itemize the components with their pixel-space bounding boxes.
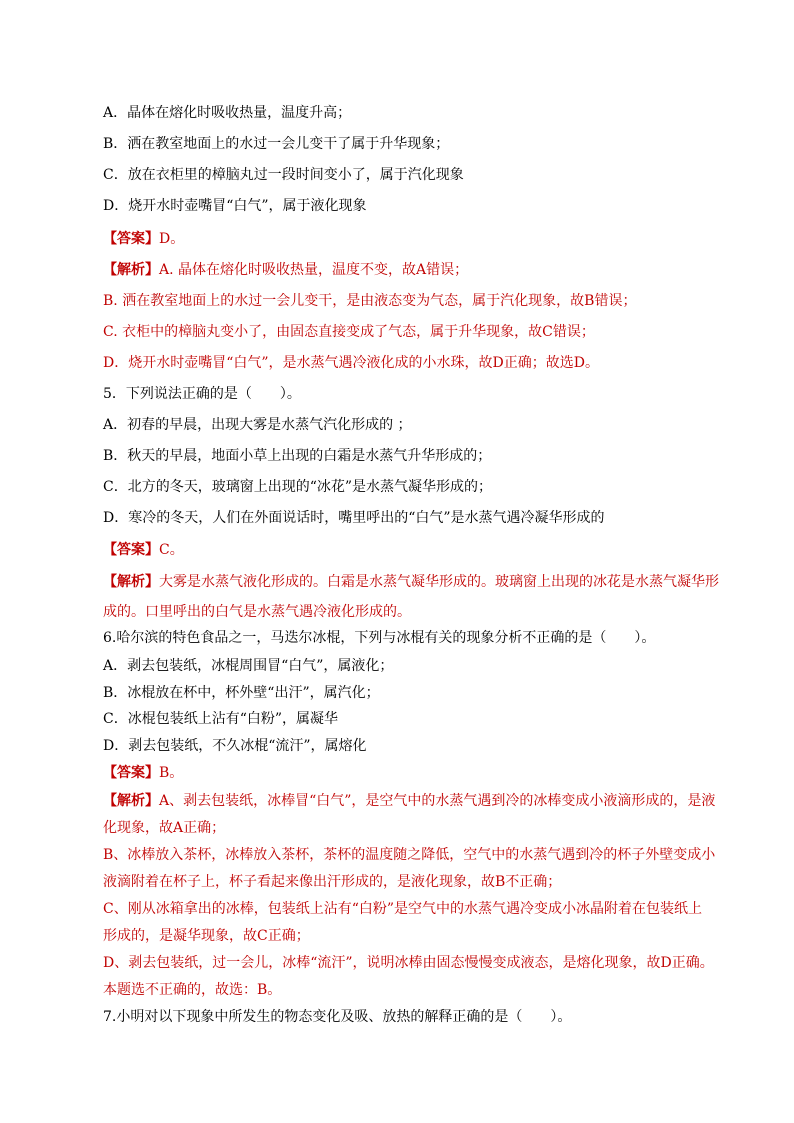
answer-value: B。 (159, 765, 184, 781)
q6-analysis-line-7: D、剥去包装纸，过一会儿，冰棒“流汗”，说明冰棒由固态慢慢变成液态，是熔化现象，故D正确。 (103, 955, 714, 971)
q6-conclusion: 本题选不正确的，故选：B。 (103, 982, 282, 998)
q5-option-b: B．秋天的早晨，地面小草上出现的白霜是水蒸气升华形成的； (103, 448, 492, 464)
analysis-label: 【解析】 (103, 574, 159, 590)
analysis-text: A. 晶体在熔化时吸收热量，温度不变，故A错误； (159, 262, 469, 278)
q6-stem: 6.哈尔滨的特色食品之一，马迭尔冰棍，下列与冰棍有关的现象分析不正确的是（ ）。 (103, 630, 656, 646)
q6-option-b: B．冰棍放在杯中，杯外壁“出汗”，属汽化； (103, 685, 380, 701)
q4-answer (103, 229, 184, 249)
analysis-text: A、剥去包装纸，冰棒冒“白气”，是空气中的水蒸气遇到冷的冰棒变成小液滴形成的，是液 (159, 793, 716, 809)
q5-option-d: D．寒冷的冬天，人们在外面说话时，嘴里呼出的“白气”是水蒸气遇冷凝华形成的 (103, 510, 605, 526)
analysis-text: 大雾是水蒸气液化形成的。白霜是水蒸气凝华形成的。玻璃窗上出现的冰花是水蒸气凝华形 (159, 574, 719, 590)
q5-answer (103, 540, 184, 560)
q4-option-a: A．晶体在熔化时吸收热量，温度升高； (103, 105, 352, 121)
q6-option-d: D．剥去包装纸，不久冰棍“流汗”，属熔化 (103, 738, 367, 754)
answer-value: C。 (159, 542, 184, 558)
q6-analysis-line-1 (103, 791, 715, 811)
analysis-label: 【解析】 (103, 262, 159, 278)
q5-option-c: C．北方的冬天，玻璃窗上出现的“冰花”是水蒸气凝华形成的； (103, 479, 493, 495)
q6-analysis-line-2: 化现象，故A正确； (103, 820, 226, 836)
q7-stem: 7.小明对以下现象中所发生的物态变化及吸、放热的解释正确的是（ ）。 (103, 1009, 572, 1025)
answer-value: D。 (159, 231, 185, 247)
q6-analysis-line-6: 形成的，是凝华现象，故C正确； (103, 928, 310, 944)
q6-option-a: A．剥去包装纸，冰棍周围冒“白气”，属液化； (103, 658, 394, 674)
q5-analysis-line-2: 成的。口里呼出的白气是水蒸气遇冷液化形成的。 (103, 604, 411, 620)
q4-option-b: B．洒在教室地面上的水过一会儿变干了属于升华现象； (103, 136, 450, 152)
q6-answer (103, 763, 183, 783)
q5-stem: 5．下列说法正确的是（ ）。 (103, 386, 301, 402)
q5-analysis-line-1 (103, 572, 719, 592)
q6-analysis-line-5: C、刚从冰箱拿出的冰棒，包装纸上沾有“白粉”是空气中的水蒸气遇冷变成小冰晶附着在包装纸上 (103, 901, 703, 917)
q6-option-c: C．冰棍包装纸上沾有“白粉”，属凝华 (103, 711, 339, 727)
answer-label: 【答案】 (103, 231, 159, 247)
q6-analysis-line-4: 液滴附着在杯子上，杯子看起来像出汗形成的，是液化现象，故B不正确； (103, 874, 562, 890)
q4-analysis-line-2: B. 洒在教室地面上的水过一会儿变干，是由液态变为气态，属于汽化现象，故B错误； (103, 293, 637, 309)
q4-option-c: C．放在衣柜里的樟脑丸过一段时间变小了，属于汽化现象 (103, 167, 464, 183)
q4-option-d: D．烧开水时壶嘴冒“白气”，属于液化现象 (103, 198, 367, 214)
q4-analysis-line-3: C. 衣柜中的樟脑丸变小了，由固态直接变成了气态，属于升华现象，故C错误； (103, 324, 595, 340)
q4-analysis-line-4: D．烧开水时壶嘴冒“白气”，是水蒸气遇冷液化成的小水珠，故D正确；故选D。 (103, 355, 599, 371)
q5-option-a: A．初春的早晨，出现大雾是水蒸气汽化形成的 ； (103, 417, 412, 433)
answer-label: 【答案】 (103, 542, 159, 558)
answer-label: 【答案】 (103, 765, 159, 781)
q4-analysis-line-1 (103, 260, 468, 280)
analysis-label: 【解析】 (103, 793, 159, 809)
q6-analysis-line-3: B、冰棒放入茶杯，冰棒放入茶杯，茶杯的温度随之降低，空气中的水蒸气遇到冷的杯子外壁变成小 (103, 847, 716, 863)
